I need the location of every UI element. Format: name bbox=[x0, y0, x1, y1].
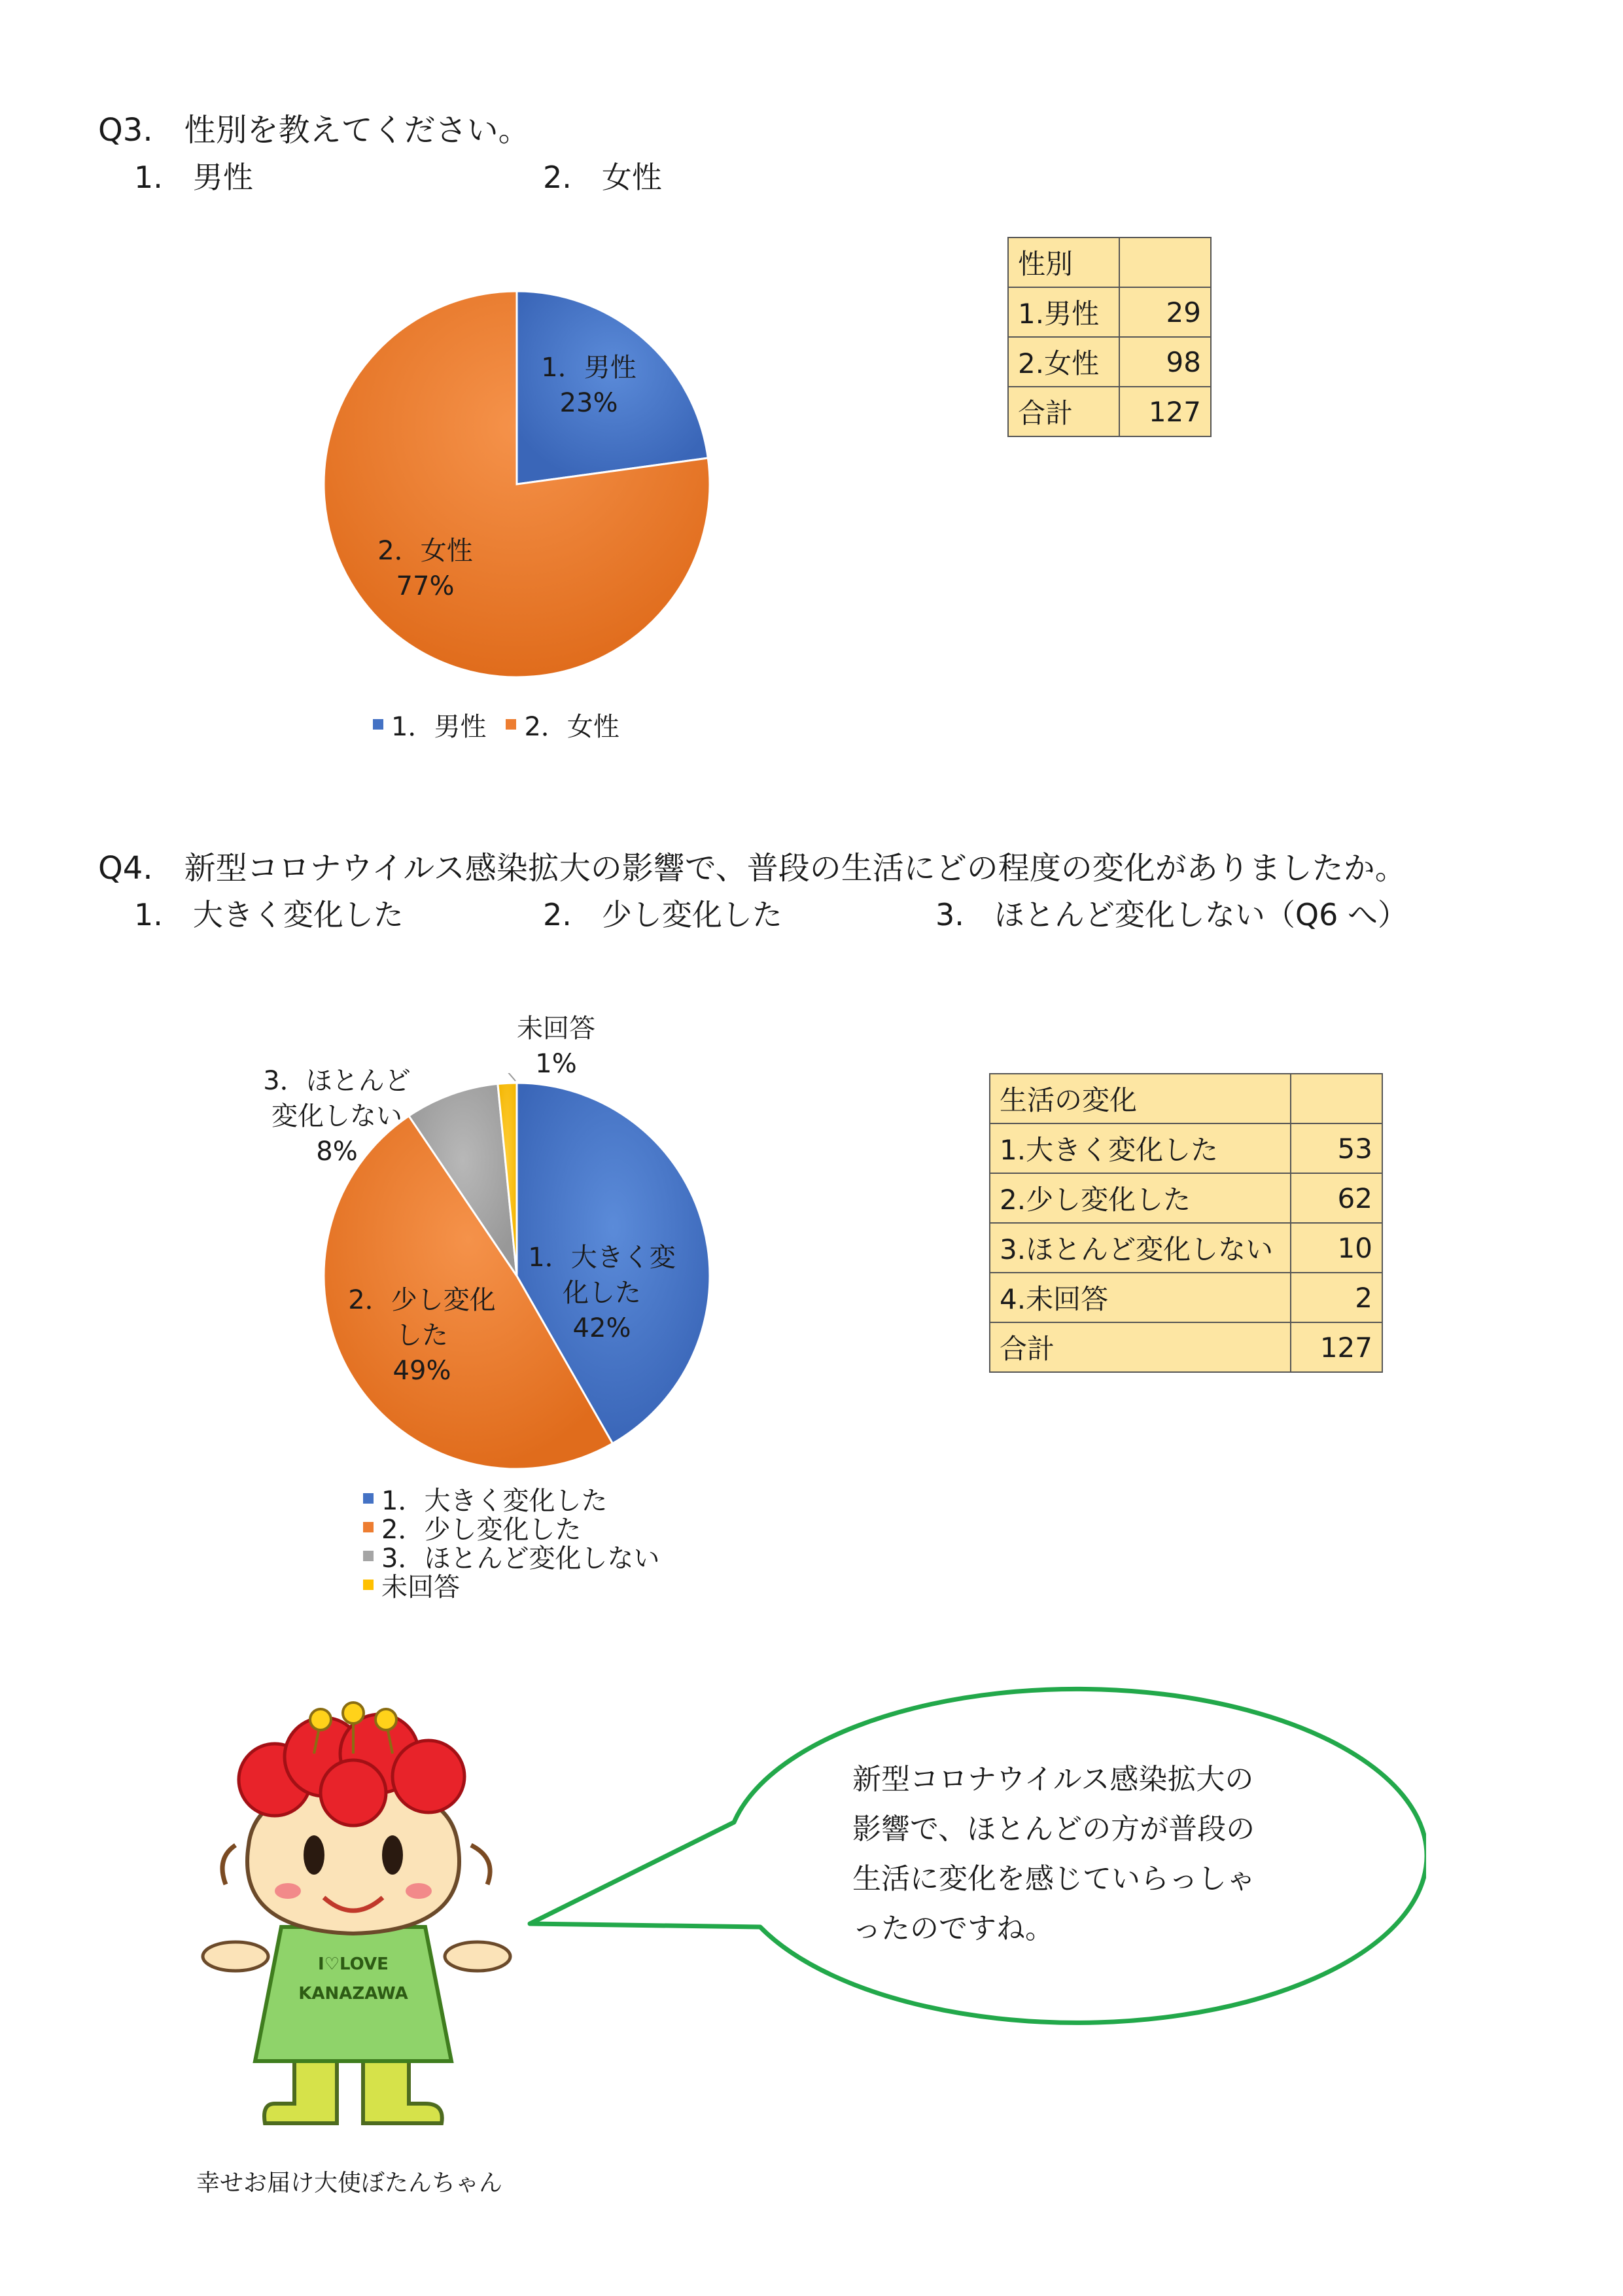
legend-swatch bbox=[363, 1522, 374, 1532]
q3-table bbox=[1007, 237, 1212, 437]
table-row: 3.ほとんど変化しない 10 bbox=[990, 1223, 1382, 1273]
q4-option-1: 1. 大きく変化した bbox=[134, 897, 404, 932]
q3-option-1: 1. 男性 bbox=[134, 160, 253, 195]
q4-slice-label-small-change: 2．少し変化 した 49% bbox=[348, 1285, 496, 1386]
mascot-shirt-line1: I♡LOVE bbox=[318, 1954, 389, 1974]
q3-pie-chart bbox=[314, 281, 720, 687]
table-row bbox=[1008, 238, 1211, 287]
q4-legend bbox=[363, 1484, 660, 1602]
mascot-shirt-line2: KANAZAWA bbox=[298, 1984, 408, 2004]
q4-option-2: 2. 少し変化した bbox=[543, 897, 782, 932]
table-row: 合計 127 bbox=[990, 1322, 1382, 1372]
q4-slice-label-no-change: 3．ほとんど 変化しない 8% bbox=[263, 1066, 411, 1167]
table-header: 生活の変化 bbox=[990, 1074, 1291, 1123]
q4-legend-item-1: 1．大きく変化した bbox=[363, 1484, 659, 1513]
q3-legend-item-male: 1．男性 bbox=[373, 710, 486, 739]
q3-legend bbox=[373, 710, 620, 742]
q4-title: Q4. 新型コロナウイルス感染拡大の影響で、普段の生活にどの程度の変化がありましたか。 bbox=[98, 850, 1406, 887]
q4-legend-item-4: 未回答 bbox=[363, 1570, 659, 1599]
q3-legend-item-female: 2．女性 bbox=[506, 710, 619, 739]
q4-legend-item-2: 2．少し変化した bbox=[363, 1513, 659, 1542]
mascot-caption: 幸せお届け大使ぼたんちゃん bbox=[196, 2170, 503, 2197]
table-row: 1.大きく変化した 53 bbox=[990, 1123, 1382, 1173]
mascot-illustration bbox=[190, 1695, 543, 2153]
table-header: 性別 bbox=[1008, 238, 1119, 287]
q3-title: Q3. 性別を教えてください。 bbox=[98, 112, 530, 149]
legend-swatch bbox=[363, 1493, 374, 1504]
table-row: 2.少し変化した 62 bbox=[990, 1173, 1382, 1223]
q3-option-2: 2. 女性 bbox=[543, 160, 662, 195]
speech-bubble-text: 新型コロナウイルス感染拡大の 影響で、ほとんどの方が普段の 生活に変化を感じていらっしゃ ったのですね。 bbox=[852, 1763, 1255, 1945]
q4-slice-label-large-change: 1．大きく変 化した 42% bbox=[528, 1243, 676, 1343]
legend-swatch bbox=[363, 1580, 374, 1590]
legend-swatch bbox=[506, 719, 516, 730]
q4-option-3: 3. ほとんど変化しない（Q6 へ） bbox=[935, 897, 1408, 932]
table-row: 2.女性 98 bbox=[1008, 337, 1211, 387]
q4-legend-item-3: 3．ほとんど変化しない bbox=[363, 1542, 659, 1570]
q4-slice-label-no-answer: 未回答 1% bbox=[517, 1014, 595, 1079]
legend-swatch bbox=[373, 719, 383, 730]
table-row: 4.未回答 2 bbox=[990, 1273, 1382, 1322]
q3-slice-label-male: 1．男性 23% bbox=[541, 353, 637, 418]
table-row: 1.男性 29 bbox=[1008, 287, 1211, 337]
table-row: 合計 127 bbox=[1008, 387, 1211, 436]
legend-swatch bbox=[363, 1551, 374, 1561]
q3-slice-label-female: 2．女性 77% bbox=[377, 536, 473, 601]
table-row bbox=[990, 1074, 1382, 1123]
q4-table bbox=[989, 1073, 1383, 1373]
